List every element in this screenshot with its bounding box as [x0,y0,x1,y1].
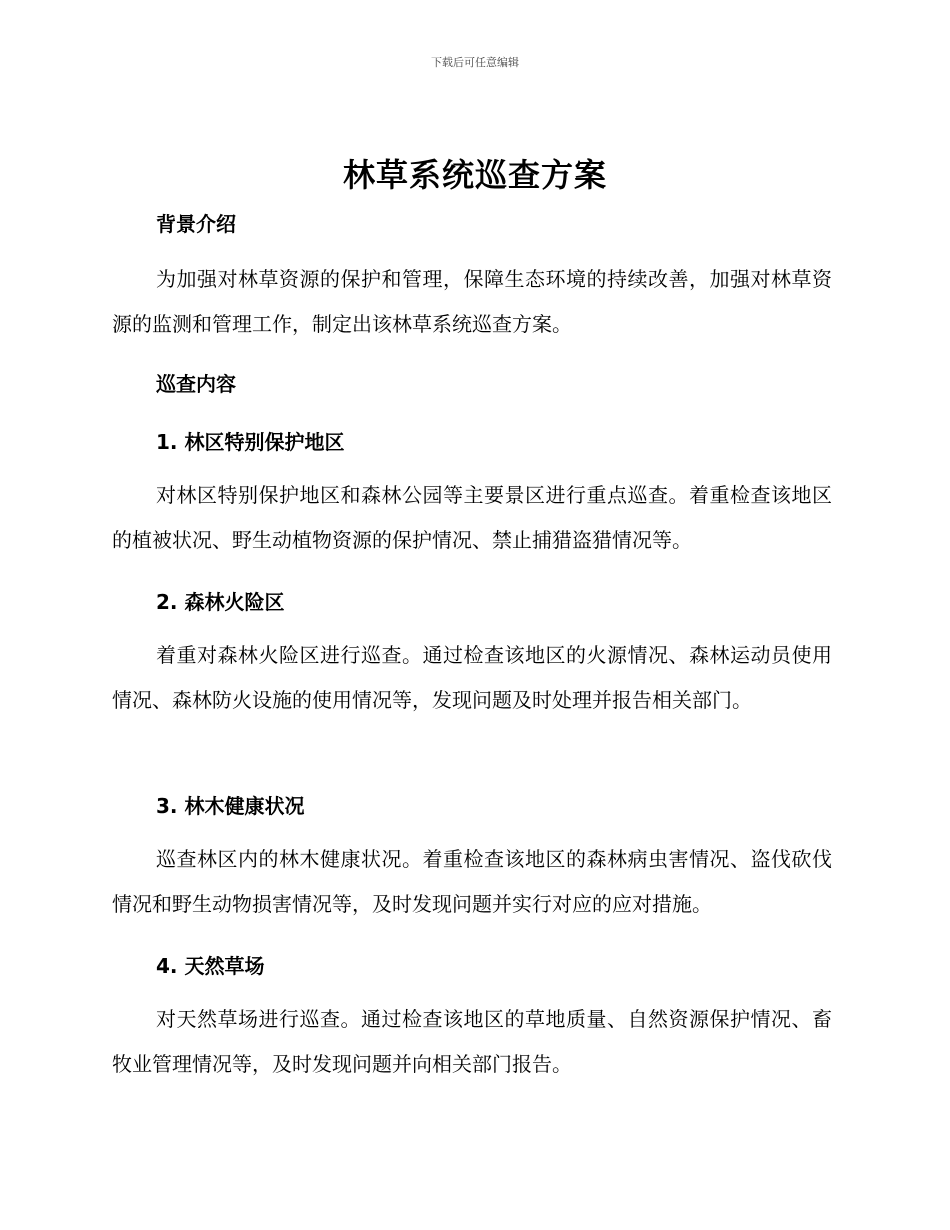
background-paragraph: 为加强对林草资源的保护和管理，保障生态环境的持续改善，加强对林草资源的监测和管理工作，制定出该林草系统巡查方案。 [112,267,832,336]
section-1-paragraph-block [112,473,832,563]
background-paragraph-block [112,257,832,347]
section-3-heading: 3. 林木健康状况 [156,794,305,818]
section-4-paragraph-block [112,997,832,1087]
section-2-paragraph: 着重对森林火险区进行巡查。通过检查该地区的火源情况、森林运动员使用情况、森林防火设施的使用情况等，发现问题及时处理并报告相关部门。 [112,643,832,712]
section-3-paragraph-block [112,837,832,927]
section-2-paragraph-block [112,633,832,723]
background-section [112,208,832,237]
content-section [112,368,832,397]
section-2-heading: 2. 森林火险区 [156,590,285,614]
section-4-paragraph: 对天然草场进行巡查。通过检查该地区的草地质量、自然资源保护情况、畜牧业管理情况等，及时发现问题并向相关部门报告。 [112,1007,832,1076]
background-heading: 背景介绍 [156,212,236,236]
document-title: 林草系统巡查方案 [342,156,607,194]
section-1-heading: 1. 林区特别保护地区 [156,430,345,454]
section-3-paragraph: 巡查林区内的林木健康状况。着重检查该地区的森林病虫害情况、盗伐砍伐情况和野生动物损害情况等，及时发现问题并实行对应的应对措施。 [112,847,832,916]
section-1-paragraph: 对林区特别保护地区和森林公园等主要景区进行重点巡查。着重检查该地区的植被状况、野生动植物资源的保护情况、禁止捕猎盗猎情况等。 [112,483,832,552]
section-4 [112,950,832,979]
section-4-heading: 4. 天然草场 [156,954,265,978]
content-heading: 巡查内容 [156,372,236,396]
section-1 [112,426,832,455]
header-note: 下载后可任意编辑 [431,56,519,69]
section-2 [112,586,832,615]
section-3 [112,790,832,819]
